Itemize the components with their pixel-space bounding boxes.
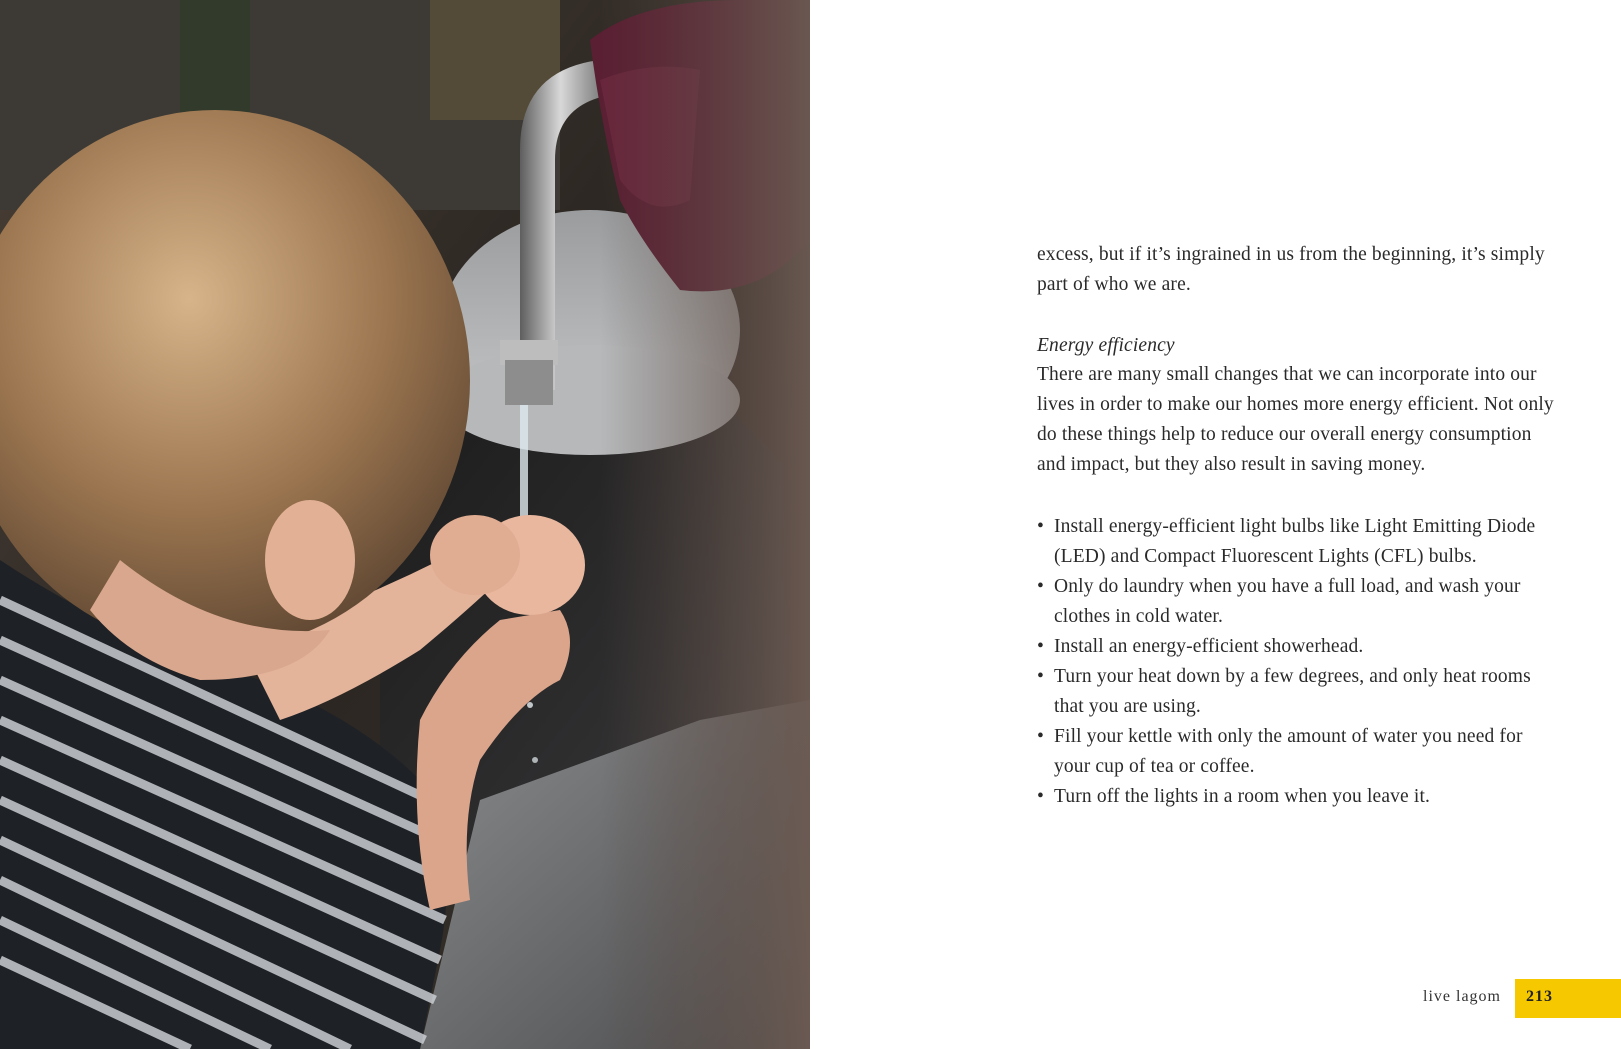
continuation-paragraph: excess, but if it’s ingrained in us from the beginning, it’s simply part of who we are. [1037,244,1545,295]
list-item: • Turn off the lights in a room when you leave it. [1037,782,1557,812]
photo-illustration [0,0,810,1049]
list-item: • Turn your heat down by a few degrees, and only heat rooms that you are using. [1037,662,1557,722]
list-item: • Fill your kettle with only the amount of water you need for your cup of tea or coffee. [1037,722,1557,782]
list-item: • Install energy-efficient light bulbs like Light Emitting Diode (LED) and Compact Fluorescent Lights (CFL) bulbs. [1037,512,1557,572]
page-number: 213 [1526,988,1553,1005]
list-item: • Install an energy-efficient showerhead. [1037,632,1557,662]
intro-paragraph: There are many small changes that we can incorporate into our lives in order to make our homes more energy efficient. Not only do these things help to reduce our overall energy consumption and impact, but they also result in saving money. [1037,364,1554,475]
list-item: • Only do laundry when you have a full load, and wash your clothes in cold water. [1037,572,1557,632]
body-text [1037,240,1557,812]
photo-child-washing-hands [0,0,810,1049]
page-number-tab [1515,979,1621,1018]
running-title: live lagom [1423,988,1501,1005]
section-heading: Energy efficiency [1037,335,1175,356]
tips-list [1037,512,1557,812]
